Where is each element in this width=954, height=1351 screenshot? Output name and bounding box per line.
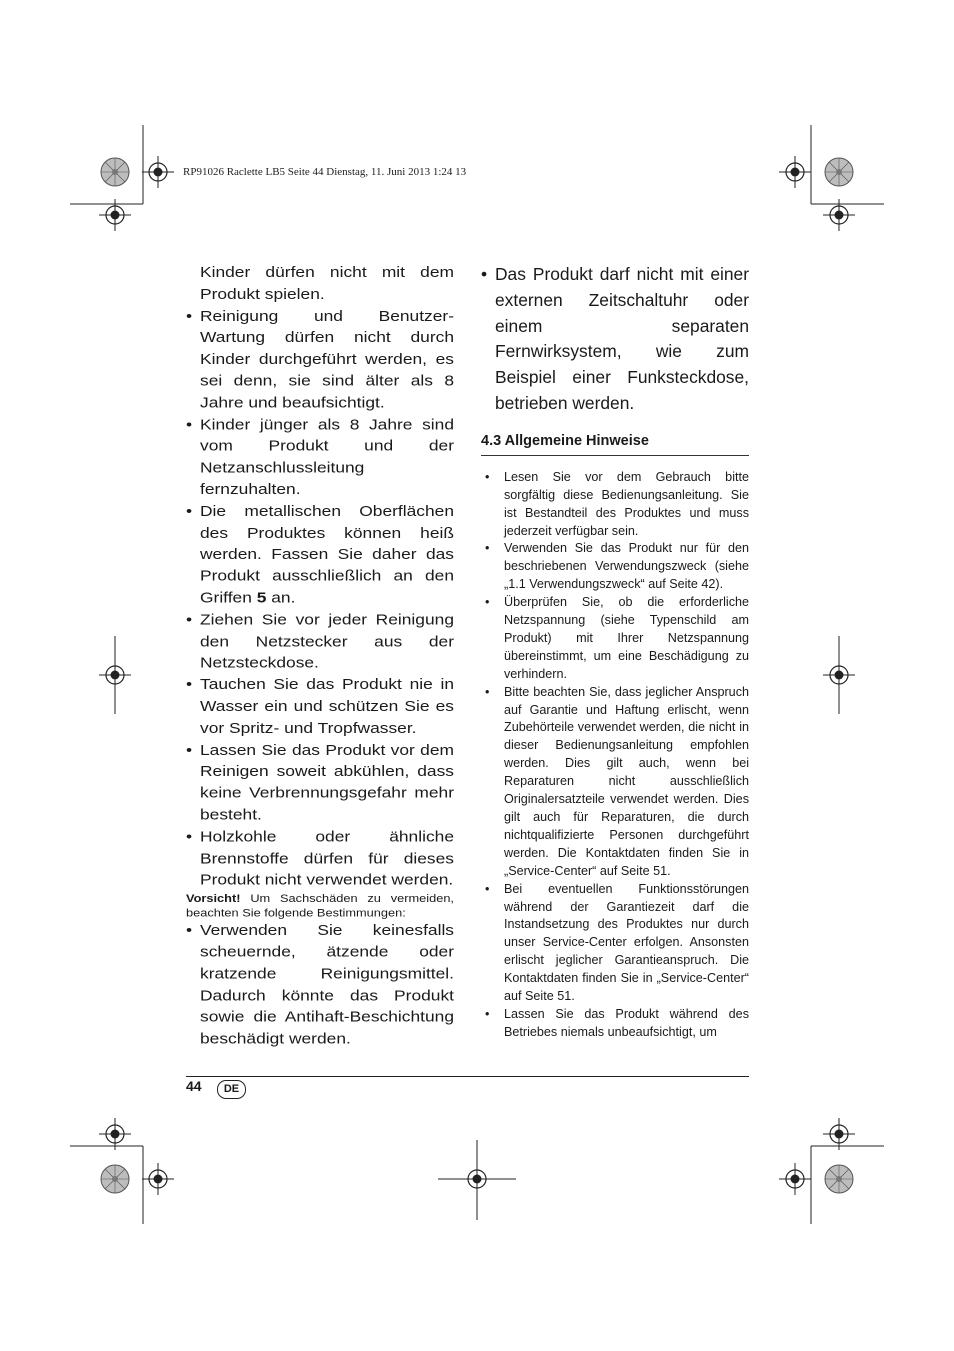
safety-item: • Lassen Sie das Produkt vor dem Reinigen soweit abkühlen, dass keine Verbrennungsgefahr mehr besteht. <box>186 739 454 826</box>
safety-item-text: Die metallischen Oberflächen des Produktes können heiß werden. Fassen Sie daher das Produkt ausschließlich an den Griffen <box>200 502 454 606</box>
general-notes-list <box>481 469 749 1042</box>
footer-divider <box>186 1076 749 1077</box>
safety-item: • Holzkohle oder ähnliche Brennstoffe dürfen für dieses Produkt nicht verwendet werden. <box>186 826 454 891</box>
safety-item: • Tauchen Sie das Produkt nie in Wasser ein und schützen Sie es vor Spritz- und Tropfwasser. <box>186 674 454 739</box>
list-item: • Überprüfen Sie, ob die erforderliche Netzspannung (siehe Typenschild am Produkt) mit Ihrer Netzspannung übereinstimmt, um eine Beschädigung zu verhindern. <box>481 594 749 684</box>
language-badge: DE <box>217 1080 246 1099</box>
list-item: • Lassen Sie das Produkt während des Betriebes niemals unbeaufsichtigt, um <box>481 1006 749 1042</box>
caution-label: Vorsicht! <box>186 892 241 905</box>
print-info-header: RP91026 Raclette LB5 Seite 44 Dienstag, 11. Juni 2013 1:24 13 <box>183 166 467 178</box>
caution-note <box>186 891 454 920</box>
safety-item: • Reinigung und Benutzer-Wartung dürfen nicht durch Kinder durchgeführt werden, es sei denn, sie sind älter als 8 Jahre und beaufsichtigt. <box>186 305 454 413</box>
part-number: 5 <box>256 589 267 606</box>
right-column <box>481 262 749 1042</box>
list-item: • Bitte beachten Sie, dass jeglicher Anspruch auf Garantie und Haftung erlischt, wenn Zubehörteile verwendet werden, die nicht in dieser Bedienungsanleitung empfohlen werden. Dies gilt auch, wenn bei Reparaturen nicht ausschließlich Originalersatzteile verwendet werden. Dies gilt auch für Reparaturen, die durch nichtqualifizierte Personen durchgeführt werden. Die Kontaktdaten finden Sie in „Service-Center“ auf Seite 51. <box>481 684 749 881</box>
safety-item-griffe <box>186 501 454 609</box>
continuation-text: Kinder dürfen nicht mit dem Produkt spielen. <box>200 263 454 303</box>
left-column <box>186 262 454 1050</box>
caution-text: Um Sachschäden zu vermeiden, beachten Sie folgende Bestimmungen: <box>186 892 454 919</box>
safety-item: • Ziehen Sie vor jeder Reinigung den Netzstecker aus der Netzsteckdose. <box>186 609 454 674</box>
safety-item: • Das Produkt darf nicht mit einer externen Zeitschaltuhr oder einem separaten Fernwirksystem, wie zum Beispiel einer Funksteckdose, betrieben werden. <box>481 262 749 417</box>
page-number: 44 <box>186 1078 202 1094</box>
list-item: • Bei eventuellen Funktionsstörungen während der Garantiezeit darf die Instandsetzung des Produktes nur durch unser Service-Center erfolgen. Ansonsten erlischt jeglicher Garantieanspruch. Die Kontaktdaten finden Sie in „Service-Center“ auf Seite 51. <box>481 881 749 1006</box>
caution-item: • Verwenden Sie keinesfalls scheuernde, ätzende oder kratzende Reinigungsmittel. Dadurch könnte das Produkt sowie die Antihaft-Beschichtung beschädigt werden. <box>186 920 454 1050</box>
safety-item-suffix: an. <box>266 589 296 606</box>
section-title: 4.3 Allgemeine Hinweise <box>481 433 749 456</box>
list-item: • Verwenden Sie das Produkt nur für den beschriebenen Verwendungszweck (siehe „1.1 Verwendungszweck“ auf Seite 42). <box>481 540 749 594</box>
safety-item: • Kinder jünger als 8 Jahre sind vom Produkt und der Netzanschlussleitung fernzuhalten. <box>186 414 454 501</box>
list-item: • Lesen Sie vor dem Gebrauch bitte sorgfältig diese Bedienungsanleitung. Sie ist Bestandteil des Produktes und muss jederzeit verfügbar sein. <box>481 469 749 541</box>
